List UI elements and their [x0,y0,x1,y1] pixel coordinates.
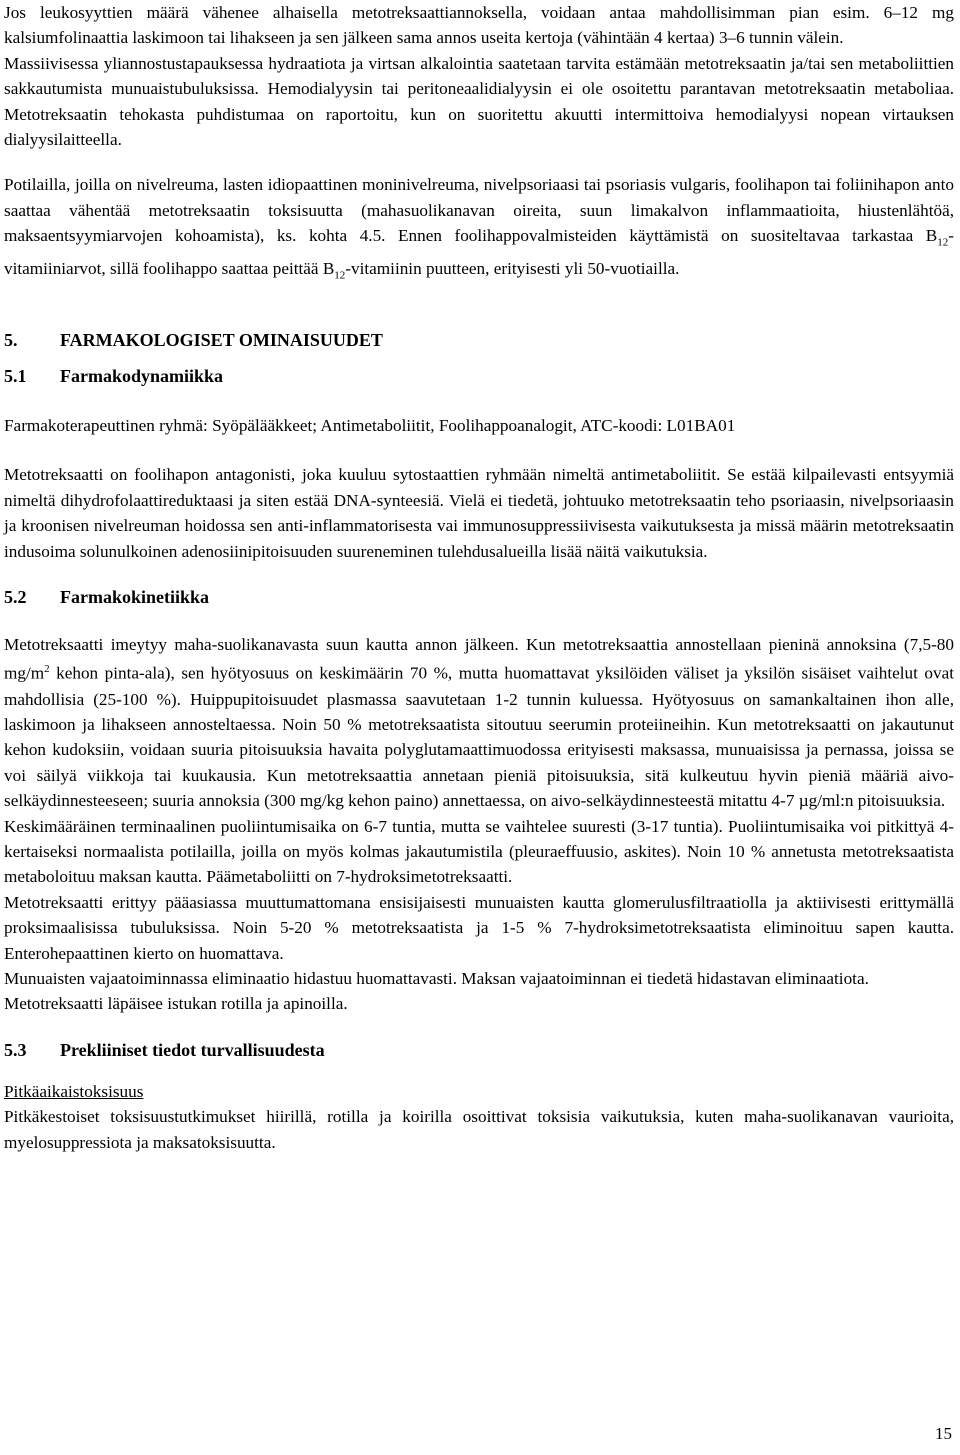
section-5-number: 5. [4,329,18,350]
paragraph-leukocytes: Jos leukosyyttien määrä vähenee alhaisella metotreksaattiannoksella, voidaan antaa mahdollisimman pian esim. 6–12 mg kalsiumfolinaattia laskimoon tai lihakseen ja sen jälkeen sama annos useita kertoja (vähintään 4 kertaa) 3–6 tunnin välein. [4,3,954,48]
section-5-heading [4,327,954,353]
document-page [4,0,954,1155]
b12-subscript-1: 12 [937,236,949,249]
paragraph-absorption [4,632,954,814]
paragraph-excretion: Metotreksaatti erittyy pääasiassa muuttumattomana ensisijaisesti munuaisten kautta glomerulusfiltraatiolla ja aktiivisesti erittymällä proksimaalisissa tubuluksissa. Noin 5-20 % metotreksaatista ja 1-5 % 7-hydroksimetotreksaatista eliminoituu sapen kautta. Enterohepaattinen kierto on huomattava. [4,892,954,963]
absorption-text-b: kehon pinta-ala), sen hyötyosuus on keskimäärin 70 %, mutta huomattavat yksilöiden väliset ja yksilön sisäiset vaihtelut ovat mahdollisia (25-100 %). Huippupitoisuudet plasmassa saavutetaan 1-2 tunnin kuluessa. Hyötyosuus on samankaltainen ihon alle, laskimoon ja lihakseen annosteltaessa. Noin 50 % metotreksaatista sitoutuu seerumin proteiineihin. Kun metotreksaatti on jakautunut kehon kudoksiin, voidaan suuria pitoisuuksia havaita polyglutamaattimuodossa erityisesti maksassa, munuaisissa ja pernassa, joissa se voi säilyä viikkoja tai kuukausia. Kun metotreksaattia annetaan pieniä pitoisuuksia, sitä kulkeutuu hyvin pieniä määriä aivo-selkäydinnesteeseen; suuria annoksia (300 mg/kg kehon paino) annettaessa, on aivo-selkäydinnesteestä mitattu 4-7 µg/ml:n pitoisuuksia. [4,664,954,811]
section-5-title: FARMAKOLOGISET OMINAISUUDET [60,329,383,350]
section-5-1-title: Farmakodynamiikka [60,365,224,386]
section-5-3-number: 5.3 [4,1039,27,1060]
paragraph-overdose: Massiivisessa yliannostustapauksessa hydraatiota ja virtsan alkalointia saatetaan tarvita estämään metotreksaatin ja/tai sen metaboliittien sakkautumista munuaistubuluksissa. Hemodialyysin tai peritoneaalidialyysin ei ole osoitettu parantavan metotreksaatin metaboliaa. Metotreksaatin tehokasta puhdistumaa on raportoitu, kun on suoritettu akuutti intermittoiva hemodialyysi nopean virtauksen dialyysilaitteella. [4,53,954,150]
section-5-2-title: Farmakokinetiikka [60,586,210,607]
section-5-1-number: 5.1 [4,365,27,386]
paragraph-mechanism: Metotreksaatti on foolihapon antagonisti, joka kuuluu sytostaattien ryhmään nimeltä antimetaboliitit. Se estää kilpailevasti entsyymiä nimeltä dihydrofolaattireduktaasi ja siten estää DNA-synteesiä. Vielä ei tiedetä, johtuuko metotreksaatin teho psoriaasin, nivelpsoriaasin ja kroonisen nivelreuman hoidossa sen anti-inflammatorisesta vai immunosuppressiivisesta vaikutuksesta ja missä määrin metotreksaatin indusoima solunulkoinen adenosiinipitoisuuden suureneminen tulehdusalueilla lisää näitä vaikutuksia. [4,465,954,561]
paragraph-placenta: Metotreksaatti läpäisee istukan rotilla ja apinoilla. [4,994,348,1014]
section-5-2-number: 5.2 [4,586,27,607]
absorption-text-a: Metotreksaatti imeytyy maha-suolikanavasta suun kautta annon jälkeen. Kun metotreksaattia annostellaan pieninä annoksina (7,5-80 mg/m [4,634,954,684]
subheading-long-term-toxicity: Pitkäaikaistoksisuus [4,1081,144,1101]
folic-text-b: -vitamiiniarvot, sillä foolihappo saattaa peittää B [4,226,954,279]
b12-subscript-2: 12 [334,269,346,282]
paragraph-pharmacotherapeutic-group: Farmakoterapeuttinen ryhmä: Syöpälääkkeet; Antimetaboliitit, Foolihappoanalogit, ATC-koodi: L01BA01 [4,415,736,435]
m2-superscript: 2 [44,663,50,676]
folic-text-a: Potilailla, joilla on nivelreuma, lasten idiopaattinen moninivelreuma, nivelpsoriaasi tai psoriasis vulgaris, foolihapon tai foliinihapon anto saattaa vähentää metotreksaatin toksisuutta (mahasuolikanavan oireita, suun limakalvon inflammaatioita, hiustenlähtöä, maksaentsyymiarvojen kohoamista), ks. kohta 4.5. Ennen foolihappovalmisteiden käyttämistä on suositeltavaa tarkastaa B [4,175,954,246]
page-number: 15 [935,1424,952,1443]
paragraph-renal-impairment: Munuaisten vajaatoiminnassa eliminaatio hidastuu huomattavasti. Maksan vajaatoiminnan ei tiedetä hidastavan eliminaatiota. [4,968,869,988]
paragraph-half-life: Keskimääräinen terminaalinen puoliintumisaika on 6-7 tuntia, mutta se vaihtelee suuresti (3-17 tuntia). Puoliintumisaika voi pitkittyä 4-kertaiseksi normaalista potilailla, joilla on myös kolmas jakautumistila (pleuraeffuusio, askites). Noin 10 % annetusta metotreksaatista metaboloituu maksan kautta. Päämetaboliitti on 7-hydroksimetotreksaatti. [4,816,954,887]
section-5-1-heading [4,363,954,389]
paragraph-toxicity-studies: Pitkäkestoiset toksisuustutkimukset hiirillä, rotilla ja koirilla osoittivat toksisia vaikutuksia, kuten maha-suolikanavan vaurioita, myelosuppressiota ja maksatoksisuutta. [4,1107,954,1152]
section-5-3-heading [4,1037,954,1063]
paragraph-folic-acid [4,172,954,289]
folic-text-c: -vitamiinin puutteen, erityisesti yli 50-vuotiailla. [345,259,680,279]
section-5-2-heading [4,584,954,610]
section-5-3-title: Prekliiniset tiedot turvallisuudesta [60,1039,325,1060]
